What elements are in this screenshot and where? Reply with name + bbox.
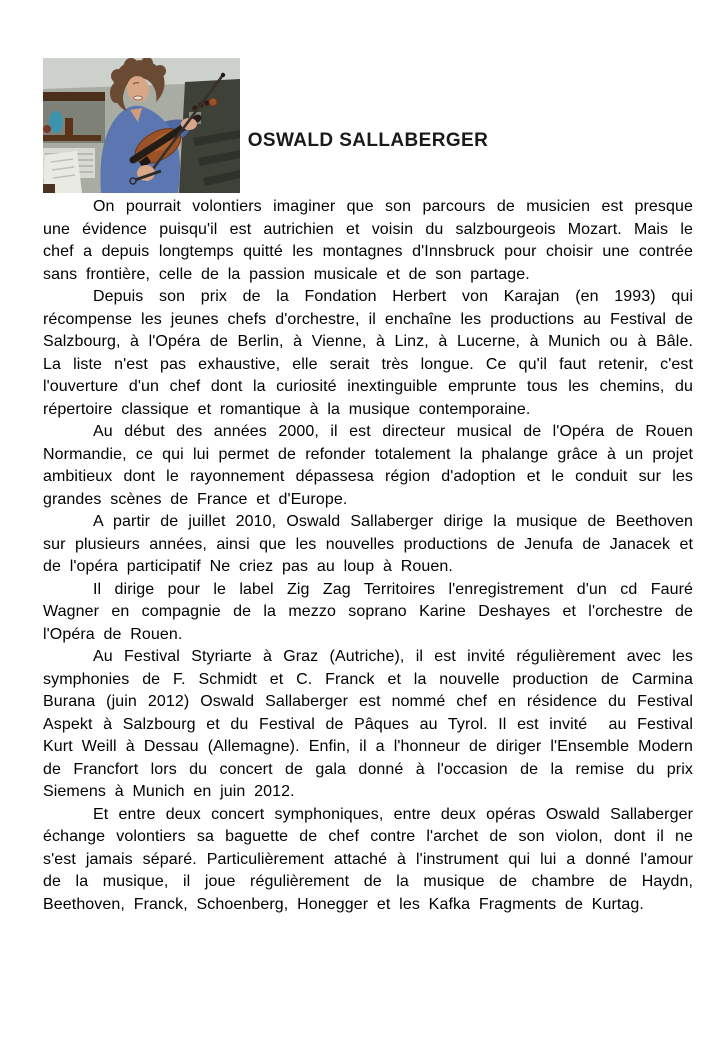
paragraph-chamber-music: Et entre deux concert symphoniques, entre deux opéras Oswald Sallaberger échange volontiers sa baguette de chef contre l'archet de son violon, dont il ne s'est jamais séparé. Particulièrement attaché à l'instrument qui lui a donné l'amour de la musique, il joue régulièrement de la musique de chambre de Haydn, Beethoven, Franck, Schoenberg, Honegger et les Kafka Fragments de Kurtag.: [43, 805, 693, 913]
portrait-photo-violinist: [43, 58, 240, 193]
paragraph-zigzag-cd: Il dirige pour le label Zig Zag Territoires l'enregistrement d'un cd Fauré Wagner en compagnie de la mezzo soprano Karine Deshayes et l'orchestre de l'Opéra de Rouen.: [43, 580, 693, 643]
paragraph-rouen-director: Au début des années 2000, il est directeur musical de l'Opéra de Rouen Normandie, ce qui lui permet de refonder totalement la phalange grâce à un projet ambitieux dont le rayonnement dépassesa région d'adoption et le conduit sur les grandes scènes de France et d'Europe.: [43, 423, 693, 508]
paragraph-beethoven-2010: A partir de juillet 2010, Oswald Sallaberger dirige la musique de Beethoven sur plusieurs années, ainsi que les nouvelles productions de Jenufa de Janacek et de l'opéra participatif Ne criez pas au loup à Rouen.: [43, 513, 693, 575]
paragraph-festivals: Au Festival Styriarte à Graz (Autriche), il est invité régulièrement avec les symphonies de F. Schmidt et C. Franck et la nouvelle production de Carmina Burana (juin 2012) Oswald Sallaberger est nommé chef en résidence du Festival Aspekt à Salzbourg et du Festival de Pâques au Tyrol. Il est invité au Festival Kurt Weill à Dessau (Allemagne). Enfin, il a l'honneur de diriger l'Ensemble Modern de Francfort lors du concert de gala donné à l'occasion de la remise du prix Siemens à Munich en juin 2012.: [43, 648, 693, 800]
page-title: OSWALD SALLABERGER: [247, 130, 489, 151]
paragraph-karajan-prize: Depuis son prix de la Fondation Herbert von Karajan (en 1993) qui récompense les jeunes chefs d'orchestre, il enchaîne les productions au Festival de Salzbourg, à l'Opéra de Berlin, à Vienne, à Linz, à Lucerne, à Munich ou à Bâle. La liste n'est pas exhaustive, elle serait très longue. Ce qu'il faut retenir, c'est l'ouverture d'un chef dont la curiosité inextinguible emprunte tous les chemins, du répertoire classique et romantique à la musique contemporaine.: [43, 288, 693, 418]
paragraph-intro: On pourrait volontiers imaginer que son parcours de musicien est presque une évidence puisqu'il est autrichien et voisin du salzbourgeois Mozart. Mais le chef a depuis longtemps quitté les montagnes d'Innsbruck pour choisir une contrée sans frontière, celle de la passion musicale et de son partage.: [43, 198, 693, 283]
photo-violin-scroll: [209, 98, 217, 106]
biography-text: [43, 196, 693, 916]
